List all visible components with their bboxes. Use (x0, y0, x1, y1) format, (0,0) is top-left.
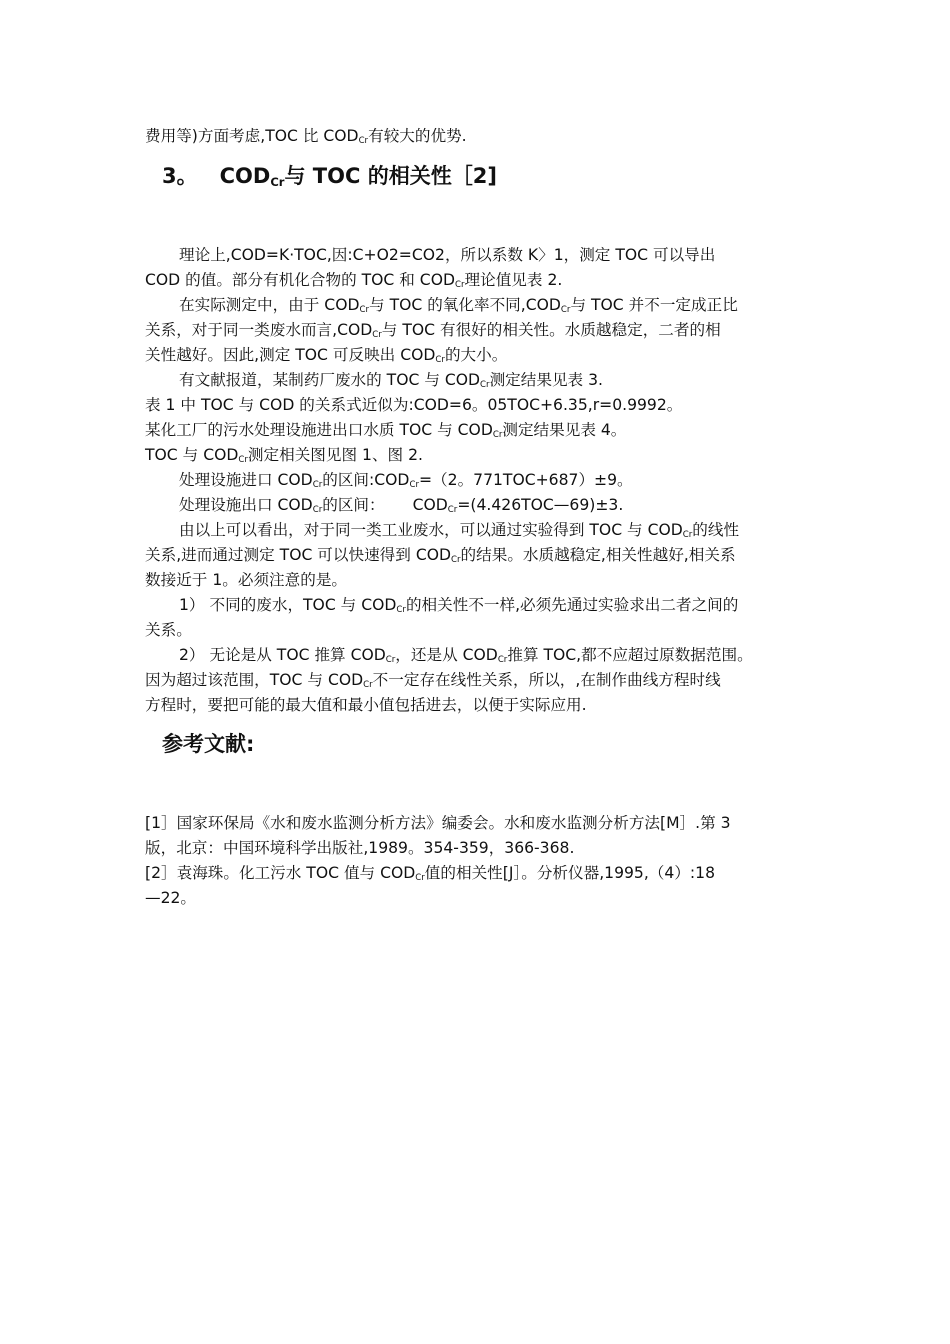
list-item-continuation (145, 670, 721, 690)
text-run: —22。 (145, 889, 197, 907)
text-run: 与 TOC 的相关性［2] (284, 164, 497, 188)
subscript: Cr (396, 605, 406, 616)
subscript: Cr (497, 655, 508, 666)
text-run: 理论上,COD=K·TOC,因:C+O2=CO2，所以系数 K〉1，测定 TOC 可以导出 (179, 246, 716, 264)
text-run: 与 TOC 并不一定成正比 (570, 296, 738, 314)
paragraph-line (145, 570, 347, 590)
subscript: Cr (358, 136, 369, 147)
subscript: Cr (363, 680, 373, 691)
text-run: 的结果。水质越稳定,相关性越好,相关系 (460, 546, 736, 564)
subscript: Cr (480, 380, 490, 391)
text-run: 的区间： (322, 496, 385, 514)
list-item-continuation (145, 695, 587, 715)
text-run: 理论值见表 2. (464, 271, 563, 289)
text-run: 与 TOC 的氧化率不同,COD (369, 296, 561, 314)
text-run: 费用等)方面考虑,TOC 比 COD (145, 127, 359, 145)
text-run: 的线性 (692, 521, 740, 539)
text-run: 的区间:COD (322, 471, 410, 489)
reference-item (145, 813, 731, 833)
text-run: COD (219, 164, 271, 188)
paragraph-line (179, 245, 715, 265)
subscript: Cr (447, 505, 458, 516)
text-run: [2］袁海珠。化工污水 TOC 值与 COD (145, 864, 416, 882)
subscript: Cr (454, 280, 465, 291)
reference-item (145, 863, 715, 883)
text-run: 关性越好。因此,测定 TOC 可反映出 COD (145, 346, 436, 364)
text-run: 测定相关图见图 1、图 2. (247, 446, 423, 464)
paragraph-line (145, 420, 626, 440)
text-run: [1］国家环保局《水和废水监测分析方法》编委会。水和废水监测分析方法[M］.第 3 (145, 814, 731, 832)
subscript: Cr (312, 505, 323, 516)
text-run: 推算 TOC,都不应超过原数据范围。 (507, 646, 753, 664)
text-run: TOC 与 COD (145, 446, 239, 464)
text-run: 1） 不同的废水，TOC 与 COD (179, 596, 397, 614)
text-run: 关系,进而通过测定 TOC 可以快速得到 COD (145, 546, 451, 564)
subscript: Cr (682, 530, 693, 541)
text-run: 值的相关性[J］。分析仪器,1995,（4）:18 (424, 864, 716, 882)
text-run: 关系。 (145, 621, 192, 639)
text-run: 某化工厂的污水处理设施进出口水质 TOC 与 COD (145, 421, 493, 439)
text-run: 测定结果见表 4。 (502, 421, 627, 439)
paragraph-line (145, 345, 507, 365)
text-run: 测定结果见表 3. (489, 371, 603, 389)
subscript: Cr (409, 480, 419, 491)
text-run: 因为超过该范围，TOC 与 COD (145, 671, 364, 689)
reference-item-continuation (145, 838, 574, 858)
text-run: 版，北京：中国环境科学出版社,1989。354-359，366-368. (145, 839, 575, 857)
text-run: 不一定存在线性关系，所以，,在制作曲线方程时线 (372, 671, 721, 689)
text-run: 方程时，要把可能的最大值和最小值包括进去，以便于实际应用. (145, 696, 587, 714)
text-run: 处理设施出口 COD (179, 496, 313, 514)
text-run: =（2。771TOC+687）±9。 (418, 471, 633, 489)
text-run: 在实际测定中，由于 COD (179, 296, 360, 314)
list-item-continuation (145, 620, 192, 640)
list-item (179, 595, 738, 615)
text-run: 2） 无论是从 TOC 推算 COD (179, 646, 386, 664)
paragraph-line (145, 545, 736, 565)
paragraph-line (145, 395, 682, 415)
text-run: COD (412, 496, 448, 514)
paragraph-line (145, 320, 721, 340)
paragraph-line (179, 470, 633, 490)
subscript: Cr (238, 455, 248, 466)
list-item (179, 645, 753, 665)
intro-line (145, 126, 467, 146)
text-run: COD 的值。部分有机化合物的 TOC 和 COD (145, 271, 455, 289)
text-run: 数接近于 1。必须注意的是。 (145, 571, 348, 589)
reference-item-continuation (145, 888, 196, 908)
section-number: 3。 (162, 164, 198, 188)
text-run: 关系，对于同一类废水而言,COD (145, 321, 373, 339)
paragraph-line (145, 270, 562, 290)
section-3-heading (162, 163, 497, 189)
subscript: Cr (312, 480, 323, 491)
text-run: 有文献报道，某制药厂废水的 TOC 与 COD (179, 371, 481, 389)
subscript: Cr (451, 555, 461, 566)
subscript: Cr (435, 355, 445, 366)
subscript: Cr (560, 305, 571, 316)
text-run: 表 1 中 TOC 与 COD 的关系式近似为:COD=6。05TOC+6.35,r=0.9992。 (145, 396, 683, 414)
subscript: Cr (385, 655, 396, 666)
subscript: Cr (270, 174, 285, 189)
subscript: Cr (359, 305, 370, 316)
paragraph-line (179, 295, 738, 315)
subscript: Cr (372, 330, 382, 341)
text-run: 的相关性不一样,必须先通过实验求出二者之间的 (405, 596, 739, 614)
paragraph-line (179, 520, 739, 540)
text-run: 的大小。 (444, 346, 508, 364)
text-run: =(4.426TOC—69)±3. (457, 496, 624, 514)
text-run: 处理设施进口 COD (179, 471, 313, 489)
text-run: ，还是从 COD (395, 646, 498, 664)
paragraph-line (179, 370, 603, 390)
paragraph-line (145, 445, 423, 465)
subscript: Cr (415, 873, 425, 884)
text-run: 与 TOC 有很好的相关性。水质越稳定，二者的相 (381, 321, 721, 339)
text-run: 有较大的优势. (368, 127, 467, 145)
text-run: 由以上可以看出，对于同一类工业废水，可以通过实验得到 TOC 与 COD (179, 521, 683, 539)
subscript: Cr (492, 430, 503, 441)
paragraph-line (179, 495, 623, 515)
references-heading: 参考文献: (162, 732, 255, 756)
